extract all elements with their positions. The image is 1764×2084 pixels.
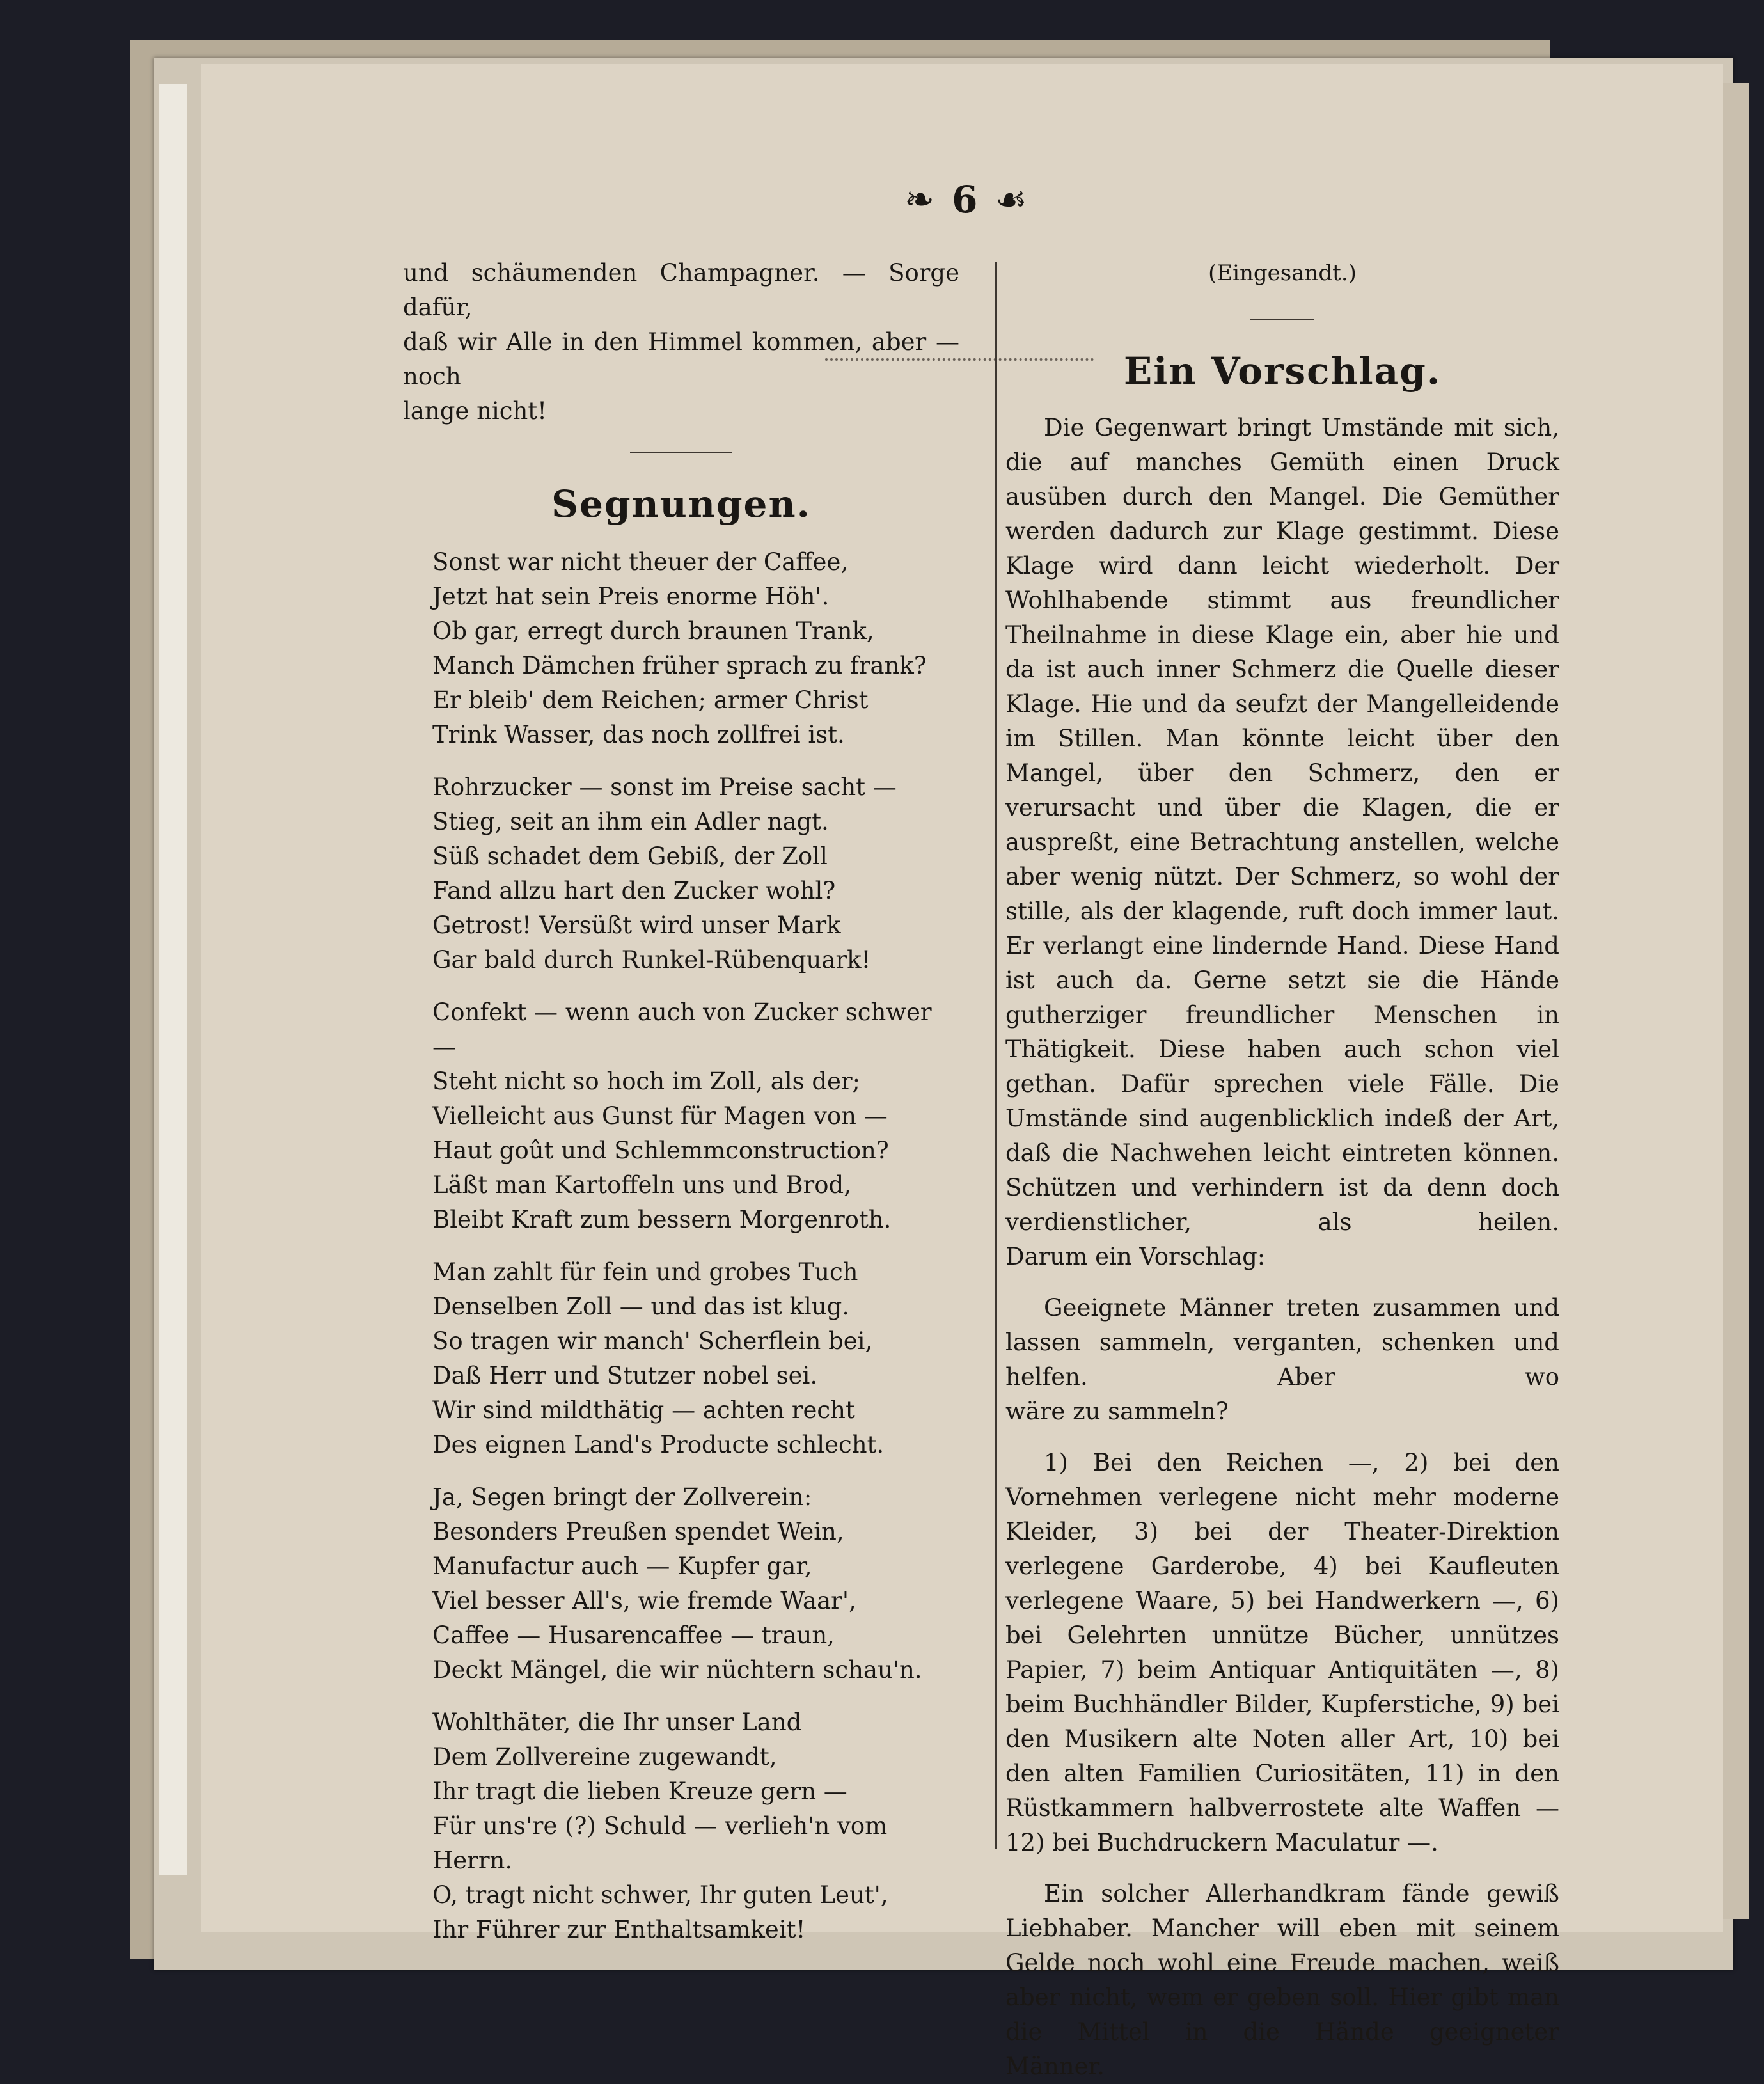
article-paragraph: 1) Bei den Reichen —, 2) bei den Vornehmen verlegene nicht mehr moderne Kleider, 3) bei der Theater-Direktion verlegene Garderobe, 4) bei Kaufleuten verlegene Waare, 5) bei Handwerkern —, 6) bei Gelehrten unnütze Bücher, unnützes Papier, 7) beim Antiquar Antiquitäten —, 8) beim Buchhändler Bilder, Kupferstiche, 9) bei den Musikern alte Noten aller Art, 10) bei den alten Familien Curiositäten, 11) in den Rüstkammern halbverrostete alte Waffen —: [1005, 1449, 1559, 1822]
article-paragraph-end: Männer.: [1005, 2053, 1105, 2080]
page-edge: [1723, 83, 1749, 1919]
poem-stanza: [432, 1705, 959, 1947]
poem: [403, 545, 959, 1947]
poem-line: Läßt man Kartoffeln uns und Brod,: [432, 1171, 851, 1199]
poem-stanza: [432, 545, 959, 752]
poem-line: Daß Herr und Stutzer nobel sei.: [432, 1362, 818, 1389]
poem-line: Getrost! Versüßt wird unser Mark: [432, 912, 841, 939]
poem-line: Manufactur auch — Kupfer gar,: [432, 1552, 812, 1580]
poem-stanza: [432, 995, 959, 1237]
article-paragraph-end: wäre zu sammeln?: [1005, 1398, 1229, 1425]
poem-line: Steht nicht so hoch im Zoll, als der;: [432, 1068, 861, 1095]
poem-stanza: [432, 1480, 959, 1687]
poem-line: Jetzt hat sein Preis enorme Höh'.: [432, 583, 830, 610]
poem-line: Manch Dämchen früher sprach zu frank?: [432, 652, 927, 679]
poem-line: Gar bald durch Runkel-Rübenquark!: [432, 946, 871, 974]
page-header: [831, 178, 1100, 229]
continuation-line: lange nicht!: [403, 397, 547, 425]
right-column: [1005, 256, 1559, 2084]
poem-line: Man zahlt für fein und grobes Tuch: [432, 1258, 858, 1286]
poem-line: Haut goût und Schlemmconstruction?: [432, 1137, 889, 1164]
article-paragraph: Geeignete Männer treten zusammen und lassen sammeln, verganten, schenken und helfen. Aber wo: [1005, 1294, 1559, 1391]
poem-line: Ja, Segen bringt der Zollverein:: [432, 1483, 812, 1511]
poem-line: Er bleib' dem Reichen; armer Christ: [432, 686, 869, 714]
article-paragraph-end: Darum ein Vorschlag:: [1005, 1243, 1266, 1270]
poem-line: Ihr tragt die lieben Kreuze gern —: [432, 1778, 847, 1805]
poem-line: Bleibt Kraft zum bessern Morgenroth.: [432, 1206, 892, 1233]
submitted-note: (Eingesandt.): [1208, 260, 1357, 286]
poem-line: Für uns're (?) Schuld — verlieh'n vom Herrn.: [432, 1812, 888, 1874]
poem-line: Confekt — wenn auch von Zucker schwer —: [432, 999, 932, 1061]
poem-line: So tragen wir manch' Scherflein bei,: [432, 1327, 873, 1355]
poem-line: Rohrzucker — sonst im Preise sacht —: [432, 773, 897, 801]
poem-line: Caffee — Husarencaffee — traun,: [432, 1622, 835, 1649]
poem-line: Deckt Mängel, die wir nüchtern schau'n.: [432, 1656, 922, 1684]
ornament-right-icon: ☙: [995, 178, 1027, 221]
continuation-line: daß wir Alle in den Himmel kommen, aber — noch: [403, 328, 959, 390]
poem-line: Ob gar, erregt durch braunen Trank,: [432, 617, 874, 645]
poem-line: Besonders Preußen spendet Wein,: [432, 1518, 844, 1545]
poem-line: Ihr Führer zur Enthaltsamkeit!: [432, 1916, 806, 1943]
poem-line: Des eignen Land's Producte schlecht.: [432, 1431, 885, 1458]
poem-line: Wir sind mildthätig — achten recht: [432, 1396, 855, 1424]
poem-line: Viel besser All's, wie fremde Waar',: [432, 1587, 856, 1614]
poem-line: Wohlthäter, die Ihr unser Land: [432, 1709, 802, 1736]
poem-line: Süß schadet dem Gebiß, der Zoll: [432, 842, 828, 870]
ornament-left-icon: ❧: [904, 178, 935, 221]
article-paragraph: Ein solcher Allerhandkram fände gewiß Liebhaber. Mancher will eben mit seinem Gelde noch wohl eine Freude machen, weiß aber nicht, wem er geben soll. Hier gibt man die Mittel in die Hände geeigneter: [1005, 1880, 1559, 2046]
article-paragraph: Die Gegenwart bringt Umstände mit sich, die auf manches Gemüth einen Druck ausüben durch den Mangel. Die Gemüther werden dadurch zur Klage gestimmt. Diese Klage wird dann leicht wiederholt. Der Wohlhabende stimmt aus freundlicher Theilnahme in diese Klage ein, aber hie und da ist auch inner Schmerz die Quelle dieser Klage. Hie und da seufzt der Mangelleidende im Stillen. Man könnte leicht über den Mangel, über den Schmerz, den er verursacht und über die Klagen, die er auspreßt, eine Betrachtung anstellen, welche aber wenig nützt. Der Schmerz, so wohl der stille, als der klagende, ruft doch immer laut. Er verlangt eine lindernde Hand. Diese Hand ist auch da. Gerne setzt sie die Hände gutherziger freundlicher Menschen in Thätigkeit. Diese haben auch schon viel gethan. Dafür sprechen viele Fälle. Die Umstände sind augenblicklich indeß der Art, daß die Nachwehen leicht eintreten können. Schützen und verhindern ist da denn doch verdienstlicher, als heilen.: [1005, 414, 1559, 1236]
poem-line: O, tragt nicht schwer, Ihr guten Leut',: [432, 1881, 888, 1909]
poem-title: Segnungen.: [551, 482, 811, 526]
continuation-line: und schäumenden Champagner. — Sorge dafür,: [403, 259, 959, 321]
poem-line: Denselben Zoll — und das ist klug.: [432, 1293, 850, 1320]
poem-line: Sonst war nicht theuer der Caffee,: [432, 548, 849, 576]
page-number: 6: [952, 178, 978, 221]
column-divider: [995, 262, 997, 1849]
poem-line: Stieg, seit an ihm ein Adler nagt.: [432, 808, 829, 835]
poem-line: Fand allzu hart den Zucker wohl?: [432, 877, 836, 904]
poem-stanza: [432, 1255, 959, 1462]
poem-line: Dem Zollvereine zugewandt,: [432, 1743, 777, 1771]
poem-stanza: [432, 770, 959, 977]
poem-line: Trink Wasser, das noch zollfrei ist.: [432, 721, 845, 748]
article-paragraph-end: 12) bei Buchdruckern Maculatur —.: [1005, 1829, 1438, 1856]
binding-strip: [159, 84, 187, 1875]
left-column: [403, 256, 959, 1965]
poem-line: Vielleicht aus Gunst für Magen von —: [432, 1102, 888, 1130]
article-title: Ein Vorschlag.: [1123, 349, 1442, 393]
